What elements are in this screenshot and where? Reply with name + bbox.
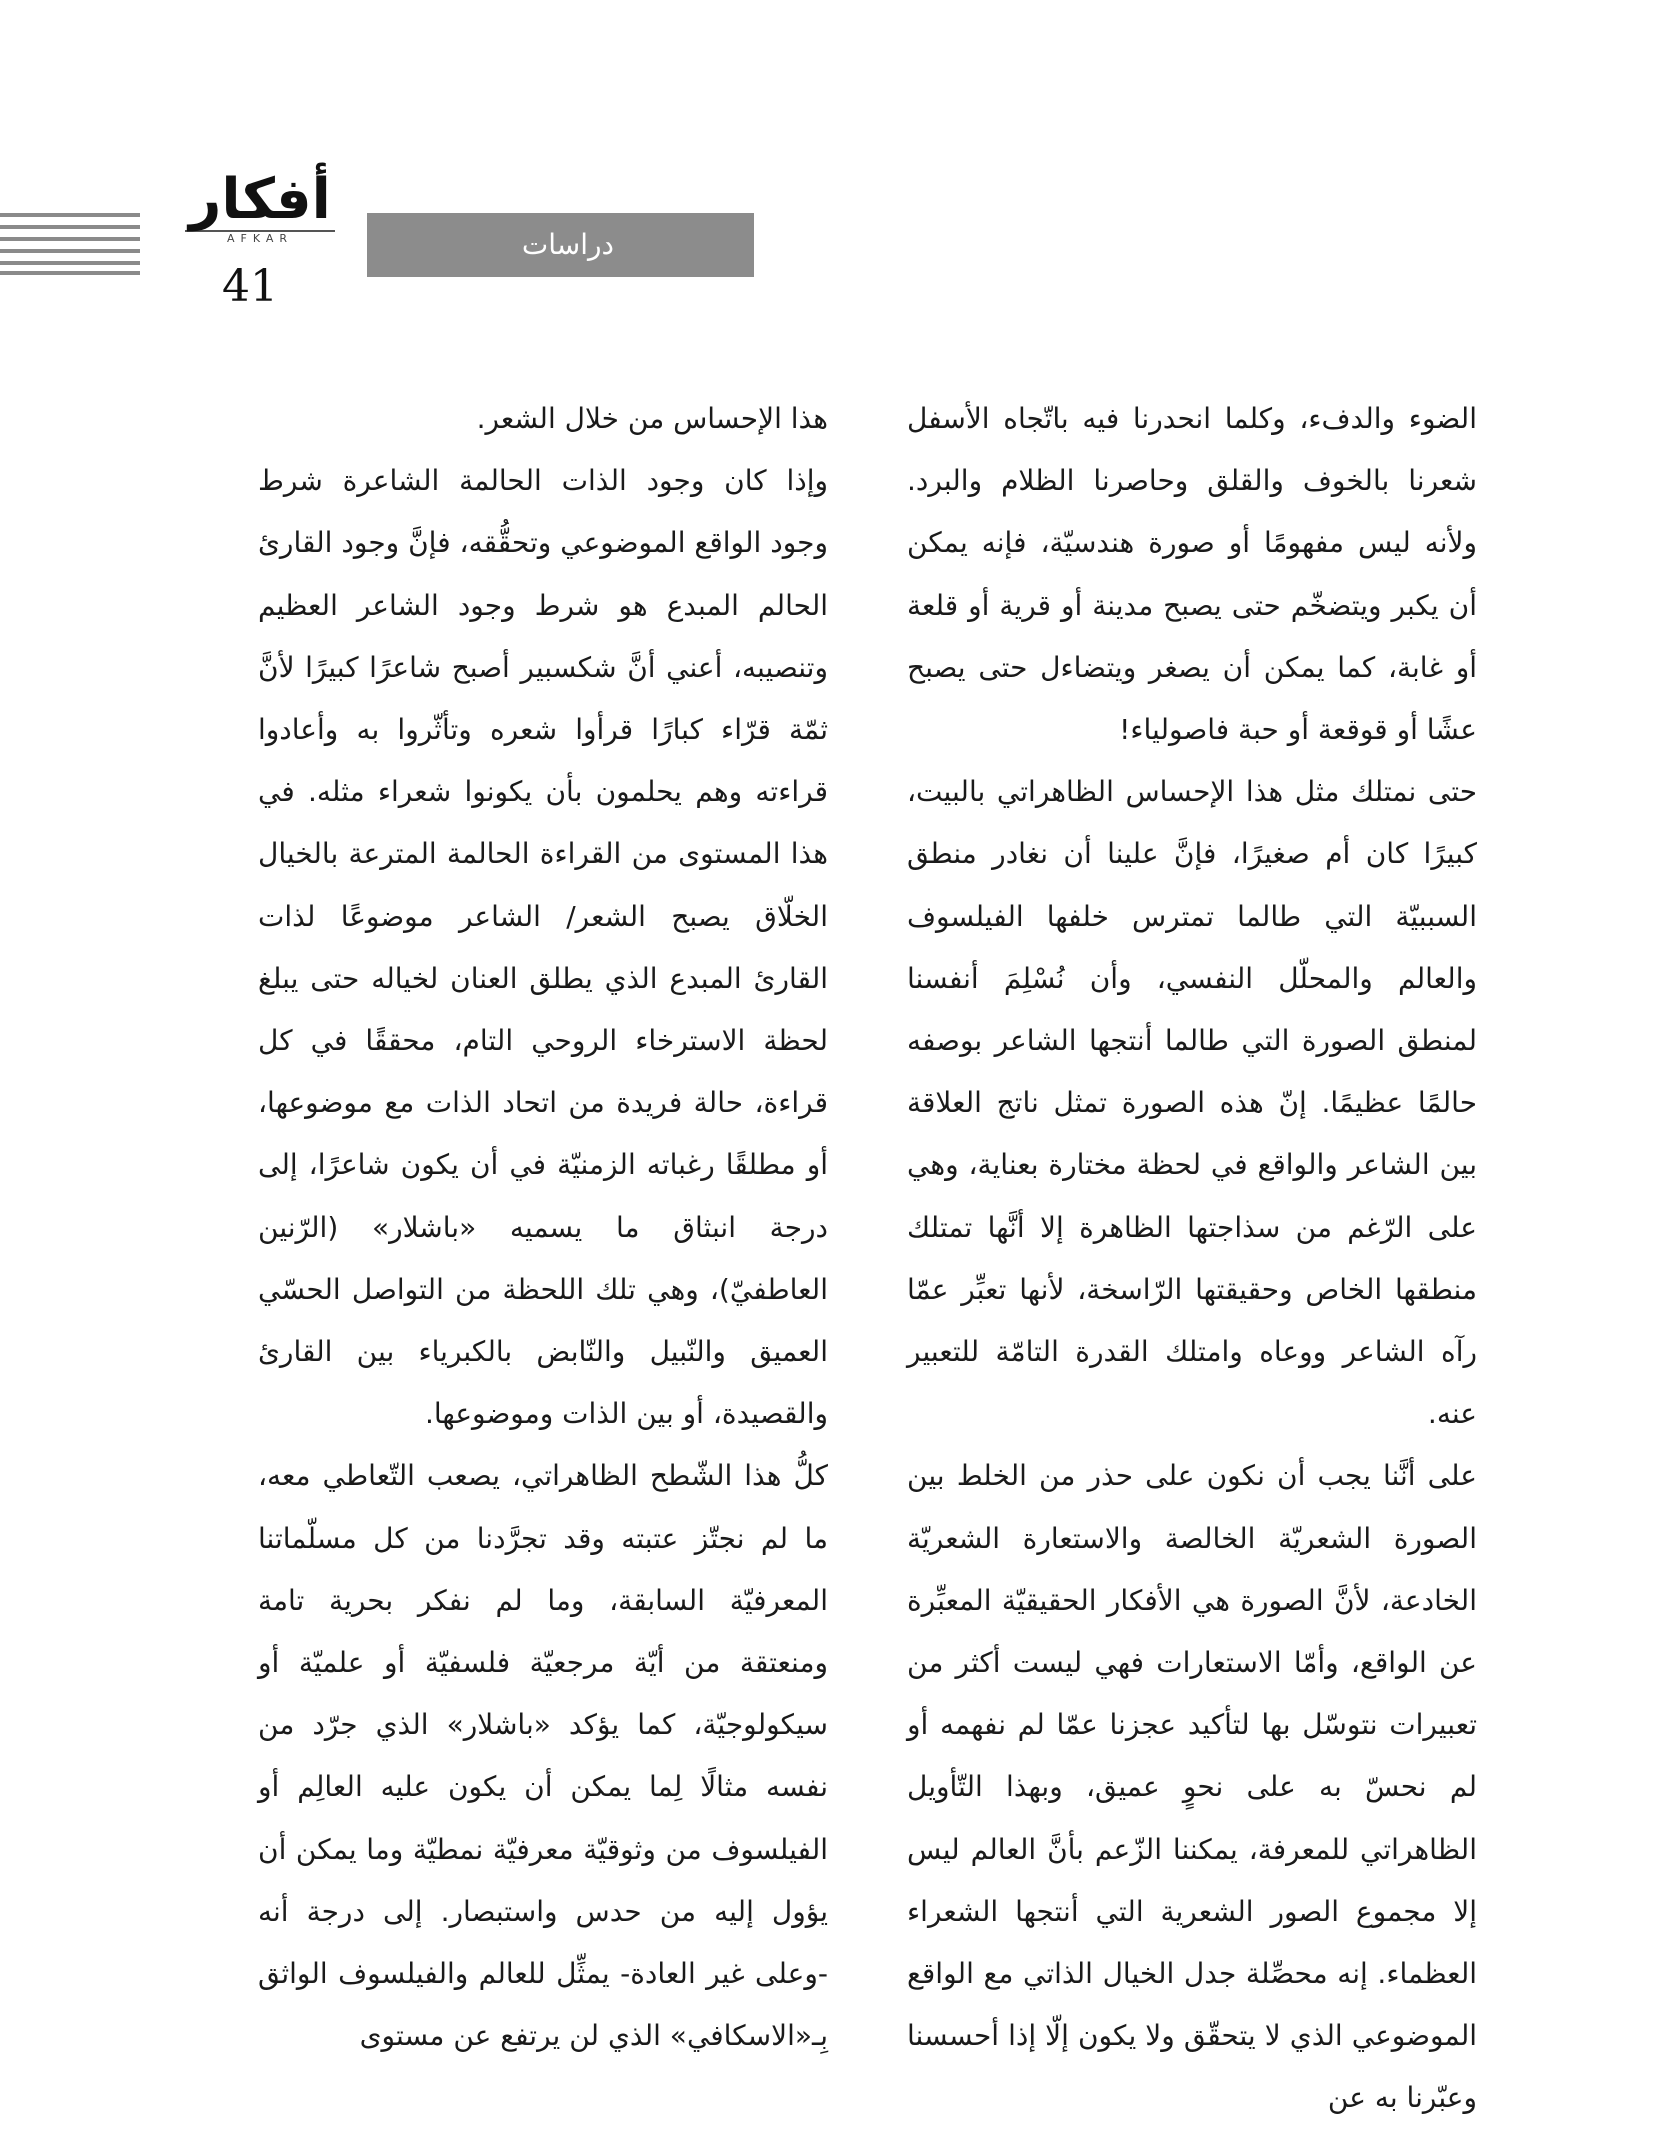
header-stripes xyxy=(0,213,140,275)
paragraph: هذا الإحساس من خلال الشعر. xyxy=(476,402,828,435)
text-column-left xyxy=(258,388,828,2067)
section-banner xyxy=(367,213,754,277)
magazine-logo xyxy=(180,167,340,246)
paragraph: حتى نمتلك مثل هذا الإحساس الظاهراتي بالبيت، كبيرًا كان أم صغيرًا، فإنَّ علينا أن نغادر منطق السببيّة التي طالما تمترس خلفها الفيلسوف والعالم والمحلّل النفسي، وأن نُسْلِمَ أنفسنا لمنطق الصورة التي طالما أنتجها الشاعر بوصفه حالمًا عظيمًا. إنّ هذه الصورة تمثل ناتج العلاقة بين الشاعر والواقع في لحظة مختارة بعناية، وهي على الرّغم من سذاجتها الظاهرة إلا أنَّها تمتلك منطقها الخاص وحقيقتها الرّاسخة، لأنها تعبِّر عمّا رآه الشاعر ووعاه وامتلك القدرة التامّة للتعبير عنه. xyxy=(907,775,1477,1431)
section-label: دراسات xyxy=(521,228,614,261)
logo-arabic: أفكار xyxy=(189,167,331,232)
paragraph: على أنَّنا يجب أن نكون على حذر من الخلط بين الصورة الشعريّة الخالصة والاستعارة الشعريّة الخادعة، لأنَّ الصورة هي الأفكار الحقيقيّة المعبِّرة عن الواقع، وأمّا الاستعارات فهي ليست أكثر من تعبيرات نتوسّل بها لتأكيد عجزنا عمّا لم نفهمه أو لم نحسّ به على نحوٍ عميق، وبهذا التّأويل الظاهراتي للمعرفة، يمكننا الزّعم بأنَّ العالم ليس إلا مجموع الصور الشعرية التي أنتجها الشعراء العظماء. إنه محصِّلة جدل الخيال الذاتي مع الواقع الموضوعي الذي لا يتحقّق ولا يكون إلّا إذا أحسسنا وعبّرنا به عن xyxy=(907,1459,1477,2115)
page-number: 41 xyxy=(222,261,278,312)
paragraph: الضوء والدفء، وكلما انحدرنا فيه باتّجاه الأسفل شعرنا بالخوف والقلق وحاصرنا الظلام والبرد. ولأنه ليس مفهومًا أو صورة هندسيّة، فإنه يمكن أن يكبر ويتضخّم حتى يصبح مدينة أو قرية أو قلعة أو غابة، كما يمكن أن يصغر ويتضاءل حتى يصبح عشًا أو قوقعة أو حبة فاصولياء! xyxy=(907,402,1477,747)
text-column-right xyxy=(907,388,1477,2130)
paragraph: كلُّ هذا الشّطح الظاهراتي، يصعب التّعاطي معه، ما لم نجتّز عتبته وقد تجرَّدنا من كل مسلّماتنا المعرفيّة السابقة، وما لم نفكر بحرية تامة ومنعتقة من أيّة مرجعيّة فلسفيّة أو علميّة أو سيكولوجيّة، كما يؤكد «باشلار» الذي جرّد من نفسه مثالًا لِما يمكن أن يكون عليه العالِم أو الفيلسوف من وثوقيّة معرفيّة نمطيّة وما يمكن أن يؤول إليه من حدس واستبصار. إلى درجة أنه -وعلى غير العادة- يمثِّل للعالم والفيلسوف الواثق بِـ«الاسكافي» الذي لن يرتفع عن مستوى xyxy=(258,1459,828,2053)
paragraph: وإذا كان وجود الذات الحالمة الشاعرة شرط وجود الواقع الموضوعي وتحقُّقه، فإنَّ وجود القارئ الحالم المبدع هو شرط وجود الشاعر العظيم وتنصيبه، أعني أنَّ شكسبير أصبح شاعرًا كبيرًا لأنَّ ثمّة قرّاء كبارًا قرأوا شعره وتأثّروا به وأعادوا قراءته وهم يحلمون بأن يكونوا شعراء مثله. في هذا المستوى من القراءة الحالمة المترعة بالخيال الخلّاق يصبح الشعر/ الشاعر موضوعًا لذات القارئ المبدع الذي يطلق العنان لخياله حتى يبلغ لحظة الاسترخاء الروحي التام، محققًا في كل قراءة، حالة فريدة من اتحاد الذات مع موضوعها، أو مطلقًا رغباته الزمنيّة في أن يكون شاعرًا، إلى درجة انبثاق ما يسميه «باشلار» (الرّنين العاطفيّ)، وهي تلك اللحظة من التواصل الحسّي العميق والنّبيل والنّابض بالكبرياء بين القارئ والقصيدة، أو بين الذات وموضوعها. xyxy=(258,464,828,1431)
logo-latin: AFKAR xyxy=(185,230,335,246)
